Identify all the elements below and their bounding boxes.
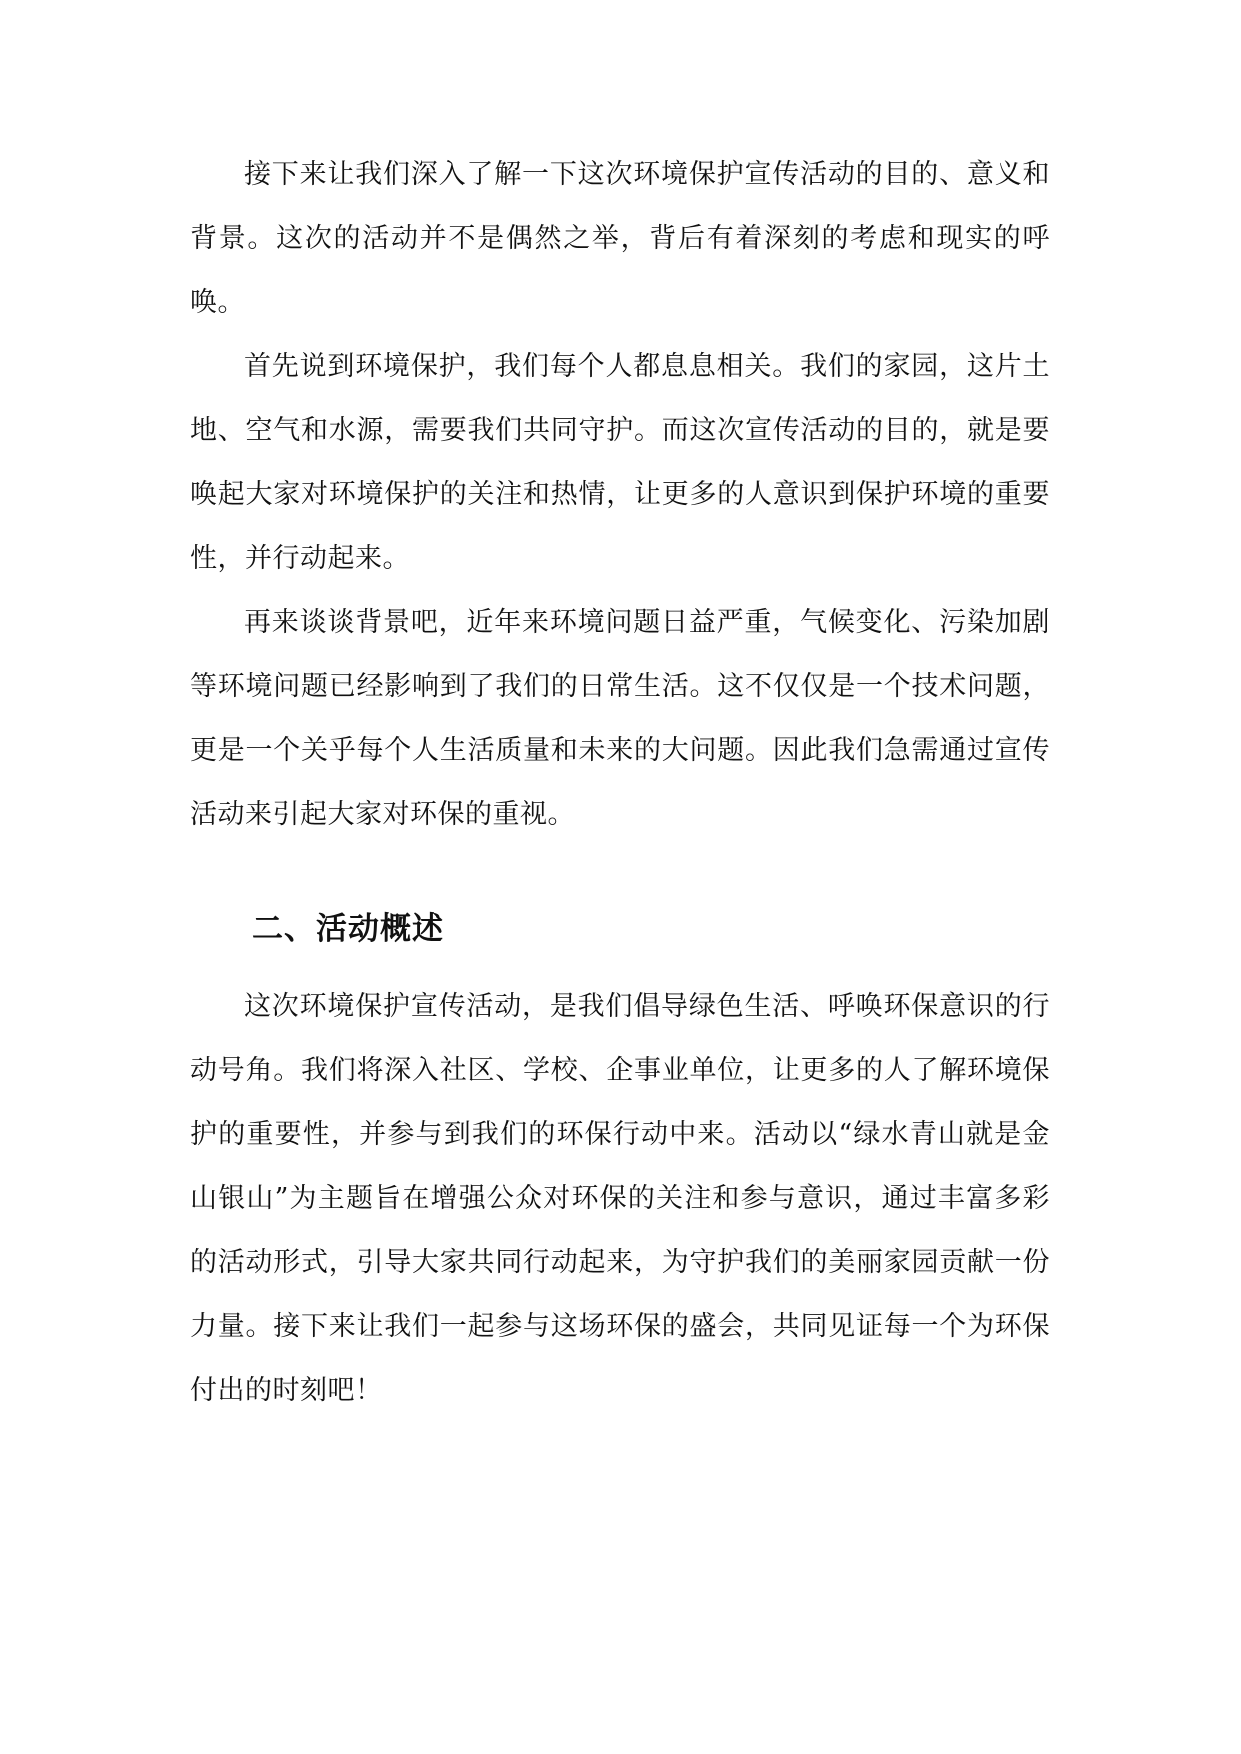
section-heading-activity-overview: 二、活动概述 <box>252 911 444 947</box>
paragraph-activity-overview: 这次环境保护宣传活动，是我们倡导绿色生活、呼唤环保意识的行动号角。我们将深入社区、学校、企事业单位，让更多的人了解环境保护的重要性，并参与到我们的环保行动中来。活动以“绿水青山就是金山银山”为主题旨在增强公众对环保的关注和参与意识，通过丰富多彩的活动形式，引导大家共同行动起来，为守护我们的美丽家园贡献一份力量。接下来让我们一起参与这场环保的盛会，共同见证每一个为环保付出的时刻吧！ <box>190 991 1050 1406</box>
paragraph-purpose-intro: 接下来让我们深入了解一下这次环境保护宣传活动的目的、意义和背景。这次的活动并不是偶然之举，背后有着深刻的考虑和现实的呼唤。 <box>190 159 1050 318</box>
paragraph-background: 再来谈谈背景吧，近年来环境问题日益严重，气候变化、污染加剧等环境问题已经影响到了我们的日常生活。这不仅仅是一个技术问题，更是一个关乎每个人生活质量和未来的大问题。因此我们急需通过宣传活动来引起大家对环保的重视。 <box>190 607 1050 830</box>
document-body <box>190 143 1050 1423</box>
paragraph-environment-protection: 首先说到环境保护，我们每个人都息息相关。我们的家园，这片土地、空气和水源，需要我们共同守护。而这次宣传活动的目的，就是要唤起大家对环境保护的关注和热情，让更多的人意识到保护环境的重要性，并行动起来。 <box>190 351 1050 574</box>
